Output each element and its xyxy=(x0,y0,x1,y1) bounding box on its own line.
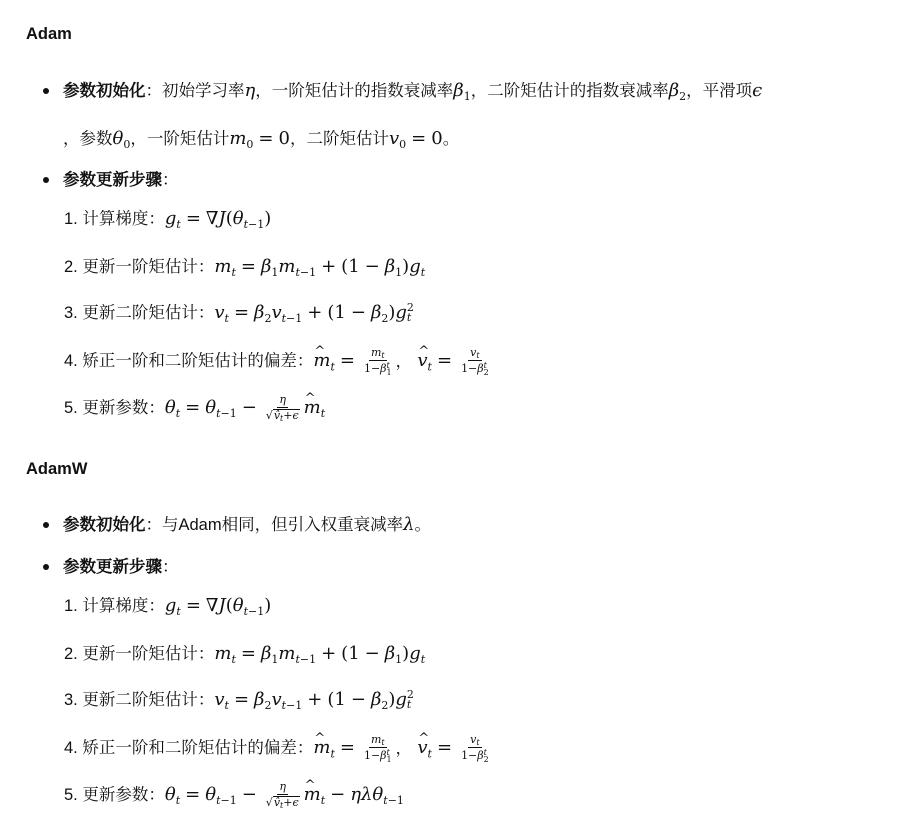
adam-step-3 xyxy=(64,298,414,328)
step-label: 4. 矫正一阶和二阶矩估计的偏差： xyxy=(64,352,314,370)
step-label: 2. 更新一阶矩估计： xyxy=(64,258,215,276)
step-label: 4. 矫正一阶和二阶矩估计的偏差： xyxy=(64,739,314,757)
init-text: ，一阶矩估计的指数衰减率 xyxy=(255,82,454,100)
bullet-dot xyxy=(43,522,49,528)
step-label: 1. 计算梯度： xyxy=(64,210,165,228)
init-text: ，一阶矩估计 xyxy=(130,130,230,148)
bullet-dot xyxy=(43,88,49,94)
math-bias-correction: ^ $m_t$ = $m_t$ 1−β t 1 ， ^ $v_t$ = $v_t$ 1−β t 2 xyxy=(313,347,492,376)
adamw-step-4 xyxy=(64,733,493,763)
step-label: 3. 更新二阶矩估计： xyxy=(64,304,215,322)
bullet-dot xyxy=(43,564,49,570)
math-eta: η xyxy=(244,80,256,101)
update-label: 参数更新步骤 xyxy=(63,558,162,576)
math-beta1: $\beta_1$ xyxy=(453,80,471,103)
comma: ， xyxy=(395,353,412,370)
adam-update-line xyxy=(63,165,179,195)
init-text: ，二阶矩估计的指数衰减率 xyxy=(470,82,669,100)
comma: ， xyxy=(395,740,412,757)
section-title-adam: Adam xyxy=(26,25,72,43)
math-m0: $m_0 = 0$ xyxy=(229,128,290,151)
adam-step-4 xyxy=(64,346,493,376)
math-gradient: $g_t = \nabla J(\theta_{t-1})$ xyxy=(164,208,272,231)
math-first-moment: $m_t = \beta_1m_{t-1} + (1 - \beta_1)g_t$ xyxy=(214,643,426,666)
step-label: 5. 更新参数： xyxy=(64,786,165,804)
adamw-step-3 xyxy=(64,685,414,715)
init-label: 参数初始化 xyxy=(63,516,146,534)
math-param-update-weight-decay: $\theta_t = \theta_{t-1}$ − $\frac{\eta}{√v̂_t+\epsilon}$ ^ $m_t - \eta\lambda\theta_{t-1}$ xyxy=(165,781,404,809)
step-label: 5. 更新参数： xyxy=(64,399,165,417)
math-second-moment: $v_t = \beta_2v_{t-1} + (1 - \beta_2)g$ 2 t xyxy=(214,688,414,712)
adamw-step-1 xyxy=(64,591,271,621)
init-text: ，平滑项 xyxy=(686,82,753,100)
adamw-init-line xyxy=(63,510,431,540)
math-theta0: $\theta_0$ xyxy=(112,128,131,151)
adamw-update-line xyxy=(63,552,179,582)
adam-step-2 xyxy=(64,252,425,282)
math-param-update: $\theta_t = \theta_{t-1}$ − $\frac{\eta}{√v̂_t+\epsilon}$ ^ $m_t$ xyxy=(165,394,325,422)
adam-step-5 xyxy=(64,393,325,423)
math-first-moment: $m_t = \beta_1m_{t-1} + (1 - \beta_1)g_t$ xyxy=(214,256,426,279)
init-text: 。 xyxy=(414,516,432,534)
update-label: 参数更新步骤 xyxy=(63,171,162,189)
step-label: 3. 更新二阶矩估计： xyxy=(64,691,215,709)
step-label: 1. 计算梯度： xyxy=(64,597,165,615)
step-label: 2. 更新一阶矩估计： xyxy=(64,645,215,663)
update-colon: ： xyxy=(162,171,179,189)
init-text: ，二阶矩估计 xyxy=(289,130,389,148)
bullet-dot xyxy=(43,177,49,183)
init-text: ：初始学习率 xyxy=(145,82,245,100)
adam-step-1 xyxy=(64,204,271,234)
adam-init-line-1 xyxy=(63,76,762,106)
math-second-moment: $v_t = \beta_2v_{t-1} + (1 - \beta_2)g$ 2 t xyxy=(214,301,414,325)
math-v0: $v_0 = 0$ xyxy=(388,128,443,151)
math-gradient: $g_t = \nabla J(\theta_{t-1})$ xyxy=(164,595,272,618)
init-text: ，参数 xyxy=(63,130,113,148)
init-text: 。 xyxy=(442,130,460,148)
section-title-adamw: AdamW xyxy=(26,460,88,478)
adam-init-line-2 xyxy=(63,124,459,154)
init-text: ：与Adam相同，但引入权重衰减率 xyxy=(145,516,404,534)
init-label: 参数初始化 xyxy=(63,82,146,100)
adamw-step-2 xyxy=(64,639,425,669)
math-epsilon: ϵ xyxy=(752,80,763,101)
adamw-step-5 xyxy=(64,780,404,810)
math-beta2: $\beta_2$ xyxy=(668,80,687,103)
update-colon: ： xyxy=(162,558,179,576)
math-lambda: λ xyxy=(403,514,415,535)
math-bias-correction: ^ $m_t$ = $m_t$ 1−β t 1 ， ^ $v_t$ = $v_t$ 1−β t 2 xyxy=(313,734,492,763)
